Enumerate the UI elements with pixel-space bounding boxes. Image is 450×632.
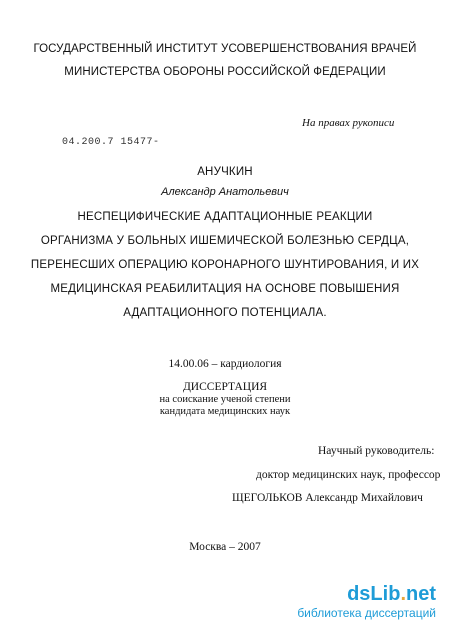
rights-note: На правах рукописи [302,117,395,129]
watermark-logo-dot: . [400,583,406,605]
watermark-logo [347,583,436,606]
watermark-tagline: библиотека диссертаций [297,606,436,620]
title-line-2: ОРГАНИЗМА У БОЛЬНЫХ ИШЕМИЧЕСКОЙ БОЛЕЗНЬЮ СЕРДЦА, [40,235,410,247]
watermark-logo-tld: net [406,583,436,605]
institute-line-1: ГОСУДАРСТВЕННЫЙ ИНСТИТУТ УСОВЕРШЕНСТВОВАНИЯ ВРАЧЕЙ [33,43,417,55]
archive-stamp: 04.200.7 15477- [62,137,160,148]
institute-line-2: МИНИСТЕРСТВА ОБОРОНЫ РОССИЙСКОЙ ФЕДЕРАЦИИ [64,66,386,78]
author-surname: АНУЧКИН [197,166,253,178]
specialty: 14.00.06 – кардиология [168,358,282,370]
dissertation-type: ДИССЕРТАЦИЯ [182,381,268,393]
dissertation-line-2: кандидата медицинских наук [159,406,291,417]
title-line-4: МЕДИЦИНСКАЯ РЕАБИЛИТАЦИЯ НА ОСНОВЕ ПОВЫШЕНИЯ [50,283,400,295]
title-line-3: ПЕРЕНЕСШИХ ОПЕРАЦИЮ КОРОНАРНОГО ШУНТИРОВАНИЯ, И ИХ [30,259,420,271]
dissertation-line-1: на соискание ученой степени [159,394,291,405]
supervisor-degree: доктор медицинских наук, профессор [256,469,441,481]
watermark-logo-main: dsLib [347,583,401,605]
supervisor-label: Научный руководитель: [318,445,435,457]
author-given-names: Александр Анатольевич [161,186,289,198]
supervisor-name: ЩЕГОЛЬКОВ Александр Михайлович [232,492,423,504]
title-line-5: АДАПТАЦИОННОГО ПОТЕНЦИАЛА. [123,307,327,319]
title-line-1: НЕСПЕЦИФИЧЕСКИЕ АДАПТАЦИОННЫЕ РЕАКЦИИ [77,211,373,223]
place-year: Москва – 2007 [189,541,261,553]
